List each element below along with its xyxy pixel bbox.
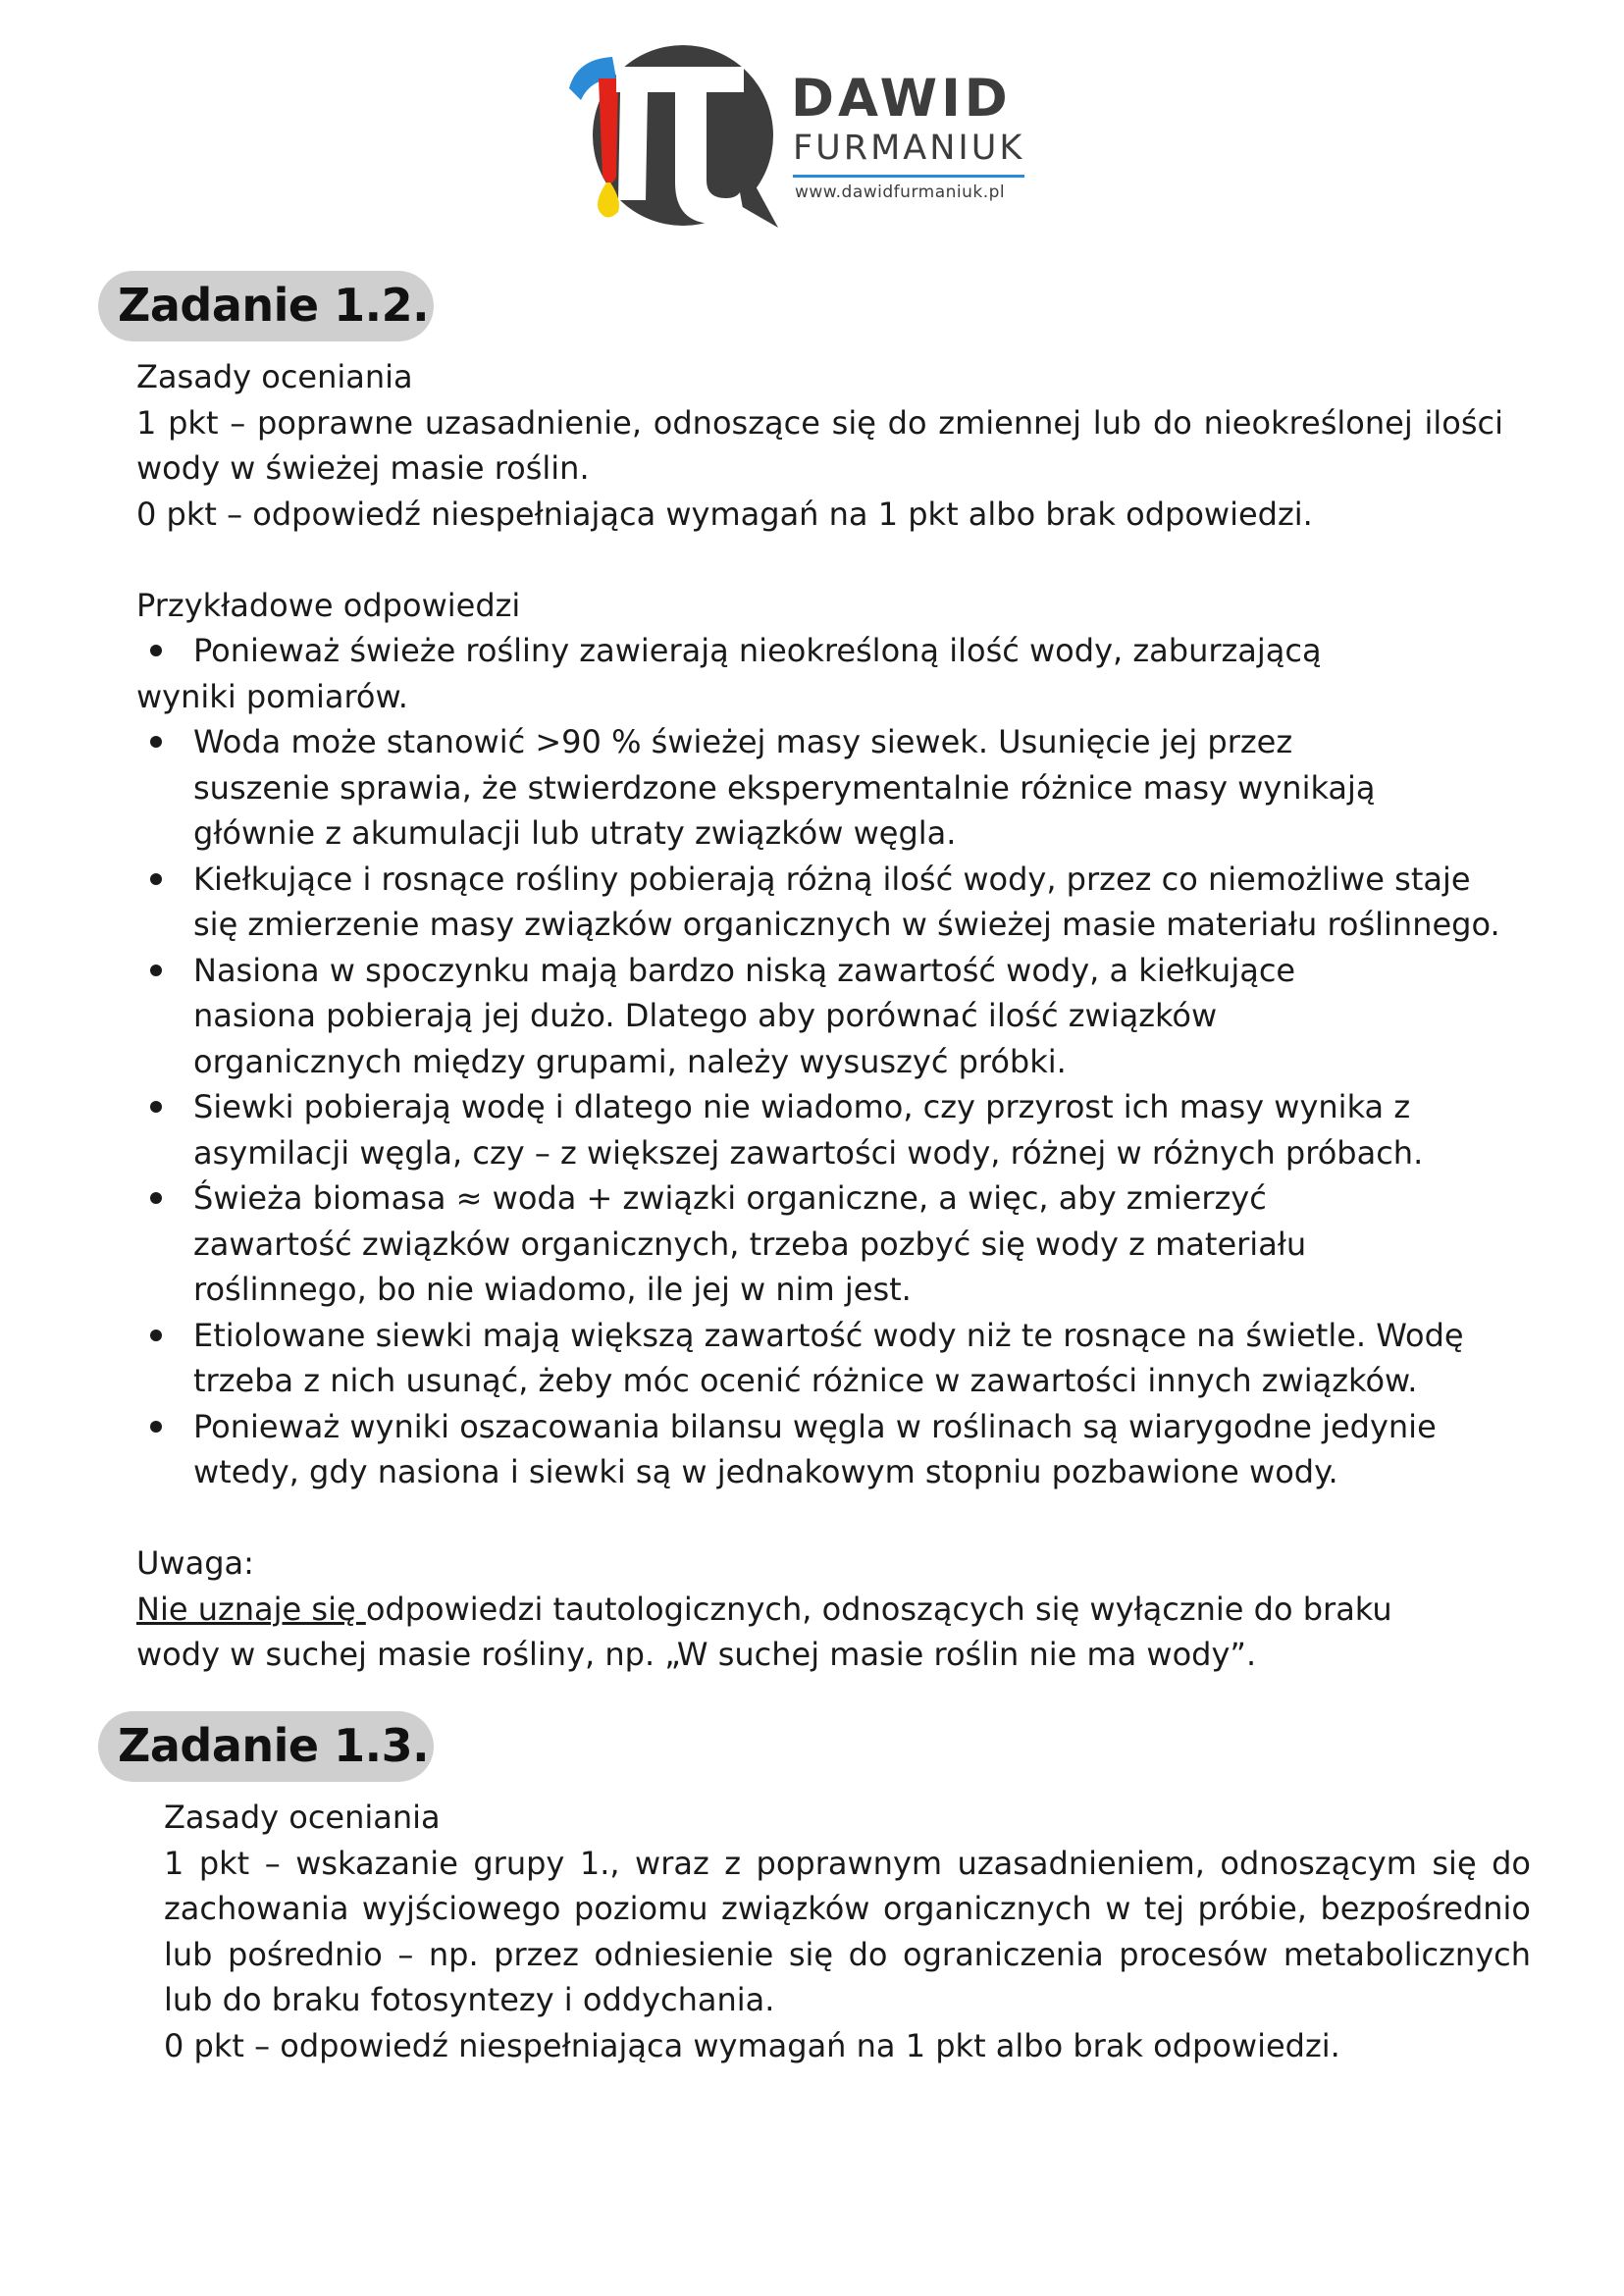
section-heading-text: Zadanie 1.3. — [118, 1719, 430, 1772]
bullet-icon — [150, 645, 162, 656]
criteria-title: Zasady oceniania — [136, 358, 413, 395]
note-text: Nie uznaje się odpowiedzi tautologicznych, odnoszących się wyłącznie do braku wody w suchej masie rośliny, np. „W suchej masie roślin nie ma wody”. — [136, 1590, 1392, 1673]
list-item: Etiolowane siewki mają większą zawartość wody niż te rosnące na świetle. Wodę trzeba z nich usunąć, żeby móc ocenić różnice w zawartości innych związków. — [136, 1313, 1503, 1404]
pi-logo-icon — [567, 45, 783, 232]
section-heading-text: Zadanie 1.2. — [118, 279, 430, 332]
criteria-0pkt: 0 pkt – odpowiedź niespełniająca wymagań na 1 pkt albo brak odpowiedzi. — [136, 495, 1313, 533]
section-1-2-content — [136, 354, 1503, 1678]
list-item: Woda może stanowić >90 % świeżej masy siewek. Usunięcie jej przez suszenie sprawia, że stwierdzone eksperymentalnie różnice masy wynikają głównie z akumulacji lub utraty związków węgla. — [136, 719, 1503, 857]
note-underlined: Nie uznaje się — [136, 1590, 366, 1628]
bullet-icon — [150, 1330, 162, 1341]
list-item: Ponieważ wyniki oszacowania bilansu węgla w roślinach są wiarygodne jedynie wtedy, gdy nasiona i siewki są w jednakowym stopniu pozbawione wody. — [136, 1404, 1503, 1495]
bullet-icon — [150, 1101, 162, 1113]
criteria-1pkt: 1 pkt – wskazanie grupy 1., wraz z poprawnym uzasadnieniem, odnoszącym się do zachowania wyjściowego poziomu związków organicznych w tej próbie, bezpośrednio lub pośrednio – np. przez odniesienie się do ograniczenia procesów metabolicznych lub do braku fotosyntezy i oddychania. — [164, 1844, 1531, 2018]
brand-name-last: FURMANIUK — [793, 129, 1025, 168]
brand-logo — [567, 45, 1038, 232]
section-1-3-content — [164, 1795, 1531, 2068]
example-answers-list — [136, 628, 1503, 1495]
list-item: Siewki pobierają wodę i dlatego nie wiadomo, czy przyrost ich masy wynika z asymilacji węgla, czy – z większej zawartości wody, różnej w różnych próbach. — [136, 1084, 1503, 1175]
examples-title: Przykładowe odpowiedzi — [136, 586, 521, 624]
section-heading-1-2 — [98, 271, 434, 341]
criteria-1pkt: 1 pkt – poprawne uzasadnienie, odnoszące się do zmiennej lub do nieokreślonej ilości wody w świeżej masie roślin. — [136, 403, 1503, 487]
list-item: Ponieważ świeże rośliny zawierają nieokreśloną ilość wody, zaburzającą wyniki pomiarów. — [136, 632, 1322, 715]
criteria-0pkt: 0 pkt – odpowiedź niespełniająca wymagań na 1 pkt albo brak odpowiedzi. — [164, 2026, 1340, 2064]
brand-name-first: DAWID — [791, 69, 1012, 129]
list-item: Nasiona w spoczynku mają bardzo niską zawartość wody, a kiełkujące nasiona pobierają jej dużo. Dlatego aby porównać ilość związków organicznych między grupami, należy wysuszyć próbki. — [136, 948, 1503, 1085]
bullet-icon — [150, 736, 162, 748]
list-item: Świeża biomasa ≈ woda + związki organiczne, a więc, aby zmierzyć zawartość związków organicznych, trzeba pozbyć się wody z materiału roślinnego, bo nie wiadomo, ile jej w nim jest. — [136, 1175, 1503, 1313]
brand-underline — [793, 175, 1024, 178]
section-heading-1-3 — [98, 1711, 434, 1782]
brand-url: www.dawidfurmaniuk.pl — [795, 183, 1006, 202]
bullet-icon — [150, 873, 162, 885]
criteria-title: Zasady oceniania — [164, 1799, 441, 1836]
bullet-icon — [150, 1192, 162, 1204]
bullet-icon — [150, 1421, 162, 1433]
list-item: Kiełkujące i rosnące rośliny pobierają różną ilość wody, przez co niemożliwe staje się zmierzenie masy związków organicznych w świeżej masie materiału roślinnego. — [136, 857, 1503, 948]
bullet-icon — [150, 965, 162, 976]
note-title: Uwaga: — [136, 1544, 254, 1582]
